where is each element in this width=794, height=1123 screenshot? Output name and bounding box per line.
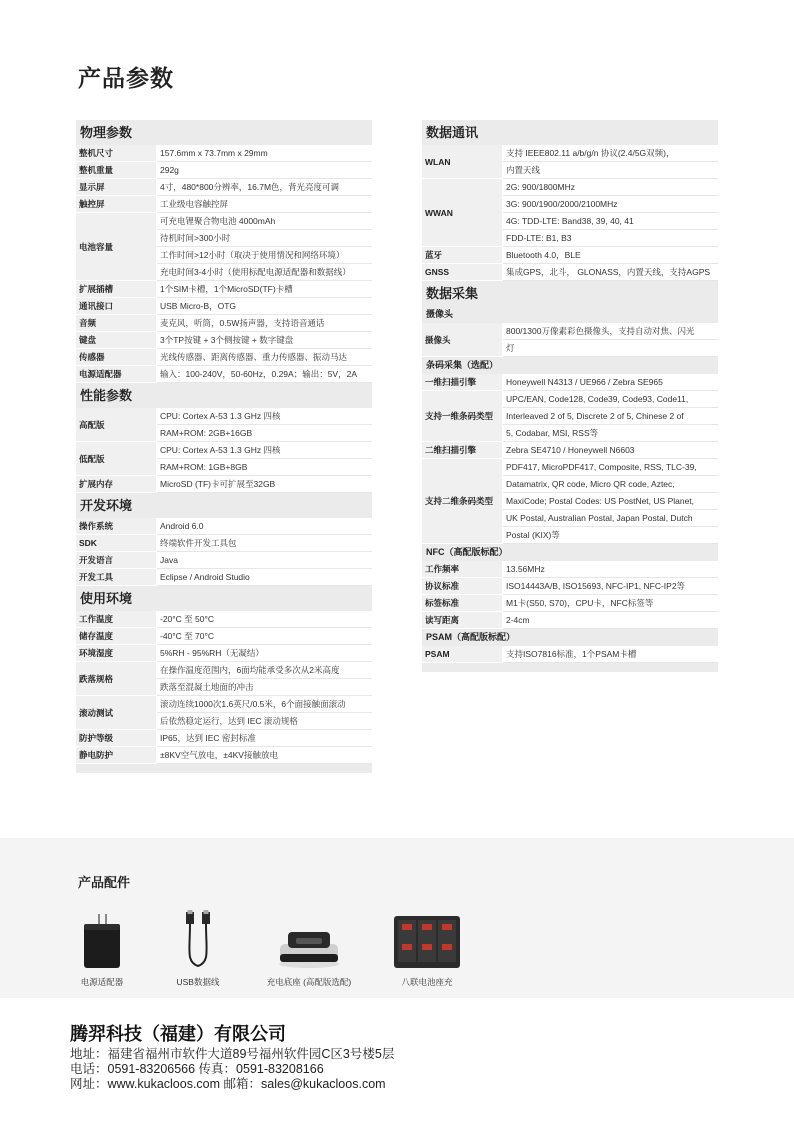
spec-row bbox=[76, 645, 372, 662]
spec-value: 终端软件开发工具包 bbox=[157, 535, 373, 552]
spec-value: Interleaved 2 of 5, Discrete 2 of 5, Chinese 2 of bbox=[503, 408, 719, 425]
spec-key: 防护等级 bbox=[76, 730, 157, 747]
spec-table bbox=[76, 145, 372, 383]
spec-row bbox=[76, 442, 372, 459]
accessory-battery-charger bbox=[377, 910, 477, 988]
spec-row bbox=[76, 332, 372, 349]
company-phone: 电话：0591-83206566 传真：0591-83208166 bbox=[70, 1062, 324, 1076]
spec-key: 标签标准 bbox=[422, 595, 503, 612]
spec-value: 后依然稳定运行，达到 IEC 滚动规格 bbox=[157, 713, 373, 730]
spec-value: -40°C 至 70°C bbox=[157, 628, 373, 645]
battery-charger-icon bbox=[392, 910, 462, 970]
spec-value: 5%RH - 95%RH（无凝结） bbox=[157, 645, 373, 662]
section-heading: 开发环境 bbox=[76, 493, 372, 518]
spec-key: WWAN bbox=[422, 179, 503, 247]
spec-row bbox=[76, 179, 372, 196]
spec-row bbox=[422, 442, 718, 459]
spec-row bbox=[76, 281, 372, 298]
spec-key: 通讯接口 bbox=[76, 298, 157, 315]
spec-row bbox=[76, 611, 372, 628]
spec-key: 高配版 bbox=[76, 408, 157, 442]
spec-table bbox=[422, 561, 718, 629]
spec-value: 工作时间>12小时（取决于使用情况和网络环境） bbox=[157, 247, 373, 264]
spec-row bbox=[76, 196, 372, 213]
company-name: 腾羿科技（福建）有限公司 bbox=[70, 1024, 286, 1044]
spec-value: 5, Codabar, MSI, RSS等 bbox=[503, 425, 719, 442]
spec-row bbox=[422, 561, 718, 578]
spec-key: 二维扫描引擎 bbox=[422, 442, 503, 459]
spec-row bbox=[76, 518, 372, 535]
spec-key: 扩展插槽 bbox=[76, 281, 157, 298]
spec-table bbox=[76, 408, 372, 493]
spec-key: 蓝牙 bbox=[422, 247, 503, 264]
spec-value: 光线传感器、距离传感器、重力传感器、振动马达 bbox=[157, 349, 373, 366]
spec-row bbox=[76, 162, 372, 179]
spec-table bbox=[422, 646, 718, 663]
accessory-label: USB数据线 bbox=[176, 977, 220, 987]
spec-row bbox=[76, 349, 372, 366]
spec-key: 显示屏 bbox=[76, 179, 157, 196]
spec-value: 292g bbox=[157, 162, 373, 179]
spec-row bbox=[76, 730, 372, 747]
page-title: 产品参数 bbox=[78, 65, 174, 91]
spec-row bbox=[422, 459, 718, 476]
section-heading: 数据采集 bbox=[422, 281, 718, 306]
accessory-label: 八联电池座充 bbox=[401, 977, 453, 987]
spec-table bbox=[76, 611, 372, 764]
spec-value: 800/1300万像素彩色摄像头，支持自动对焦、闪光 bbox=[503, 323, 719, 340]
spec-key: 整机重量 bbox=[76, 162, 157, 179]
spec-row bbox=[76, 315, 372, 332]
spec-value: 2-4cm bbox=[503, 612, 719, 629]
spec-value: PDF417, MicroPDF417, Composite, RSS, TLC-39, bbox=[503, 459, 719, 476]
spec-value: 跌落至混凝土地面的冲击 bbox=[157, 679, 373, 696]
spec-row bbox=[76, 145, 372, 162]
spec-key: 触控屏 bbox=[76, 196, 157, 213]
spec-value: 支持 IEEE802.11 a/b/g/n 协议(2.4/5G双频)， bbox=[503, 145, 719, 162]
spec-key: 整机尺寸 bbox=[76, 145, 157, 162]
spec-row bbox=[76, 747, 372, 764]
spec-table bbox=[76, 518, 372, 586]
spec-row bbox=[422, 595, 718, 612]
spec-key: 工作频率 bbox=[422, 561, 503, 578]
column-footer bbox=[76, 764, 372, 773]
spec-value: UPC/EAN, Code128, Code39, Code93, Code11, bbox=[503, 391, 719, 408]
spec-value: 输入：100-240V，50-60Hz，0.29A；输出：5V，2A bbox=[157, 366, 373, 383]
left-spec-column bbox=[76, 120, 372, 773]
spec-table bbox=[422, 323, 718, 357]
spec-value: Java bbox=[157, 552, 373, 569]
spec-value: Eclipse / Android Studio bbox=[157, 569, 373, 586]
spec-row bbox=[76, 552, 372, 569]
spec-value: MicroSD (TF)卡可扩展至32GB bbox=[157, 476, 373, 493]
spec-value: 13.56MHz bbox=[503, 561, 719, 578]
spec-row bbox=[76, 535, 372, 552]
spec-value: Datamatrix, QR code, Micro QR code, Aztec, bbox=[503, 476, 719, 493]
spec-row bbox=[76, 298, 372, 315]
spec-key: 操作系统 bbox=[76, 518, 157, 535]
spec-table bbox=[422, 145, 718, 281]
sub-section-heading: 条码采集（选配） bbox=[422, 357, 718, 374]
spec-value: 4寸，480*800分辨率，16.7M色，背光亮度可调 bbox=[157, 179, 373, 196]
accessory-usb-cable bbox=[148, 910, 248, 988]
spec-value: 在操作温度范围内，6面均能承受多次从2米高度 bbox=[157, 662, 373, 679]
spec-row bbox=[76, 213, 372, 230]
spec-row bbox=[76, 662, 372, 679]
spec-key: 读写距离 bbox=[422, 612, 503, 629]
spec-row bbox=[422, 374, 718, 391]
spec-key: 音频 bbox=[76, 315, 157, 332]
spec-value: 3G: 900/1900/2000/2100MHz bbox=[503, 196, 719, 213]
spec-key: GNSS bbox=[422, 264, 503, 281]
spec-value: ISO14443A/B, ISO15693, NFC-IP1, NFC-IP2等 bbox=[503, 578, 719, 595]
spec-value: 可充电锂聚合物电池 4000mAh bbox=[157, 213, 373, 230]
column-footer bbox=[422, 663, 718, 672]
spec-row bbox=[422, 391, 718, 408]
charging-dock-icon bbox=[274, 910, 344, 970]
spec-table bbox=[422, 374, 718, 544]
spec-key: 支持一维条码类型 bbox=[422, 391, 503, 442]
spec-key: 扩展内存 bbox=[76, 476, 157, 493]
spec-value: 滚动连续1000次1.6英尺/0.5米，6个面接触面滚动 bbox=[157, 696, 373, 713]
section-heading: 物理参数 bbox=[76, 120, 372, 145]
spec-key: WLAN bbox=[422, 145, 503, 179]
spec-key: 跌落规格 bbox=[76, 662, 157, 696]
power-adapter-icon bbox=[72, 910, 132, 970]
spec-value: 1个SIM卡槽，1个MicroSD(TF)卡槽 bbox=[157, 281, 373, 298]
spec-row bbox=[422, 578, 718, 595]
spec-key: PSAM bbox=[422, 646, 503, 663]
spec-value: Honeywell N4313 / UE966 / Zebra SE965 bbox=[503, 374, 719, 391]
spec-key: 储存温度 bbox=[76, 628, 157, 645]
sub-section-heading: PSAM（高配版标配） bbox=[422, 629, 718, 646]
spec-value: CPU: Cortex A-53 1.3 GHz 四核 bbox=[157, 442, 373, 459]
spec-value: UK Postal, Australian Postal, Japan Postal, Dutch bbox=[503, 510, 719, 527]
spec-value: M1卡(S50, S70)，CPU卡，NFC标签等 bbox=[503, 595, 719, 612]
spec-value: RAM+ROM: 2GB+16GB bbox=[157, 425, 373, 442]
spec-key: 低配版 bbox=[76, 442, 157, 476]
company-web: 网址：www.kukacloos.com 邮箱：sales@kukacloos.com bbox=[70, 1077, 386, 1091]
accessory-label: 电源适配器 bbox=[80, 977, 124, 987]
spec-value: 内置天线 bbox=[503, 162, 719, 179]
spec-key: 环境湿度 bbox=[76, 645, 157, 662]
usb-cable-icon bbox=[168, 910, 228, 970]
spec-value: IP65，达到 IEC 密封标准 bbox=[157, 730, 373, 747]
section-heading: 性能参数 bbox=[76, 383, 372, 408]
accessory-label: 充电底座 (高配版选配) bbox=[266, 977, 352, 987]
spec-value: Zebra SE4710 / Honeywell N6603 bbox=[503, 442, 719, 459]
spec-key: 电源适配器 bbox=[76, 366, 157, 383]
sub-section-heading: 摄像头 bbox=[422, 306, 718, 323]
company-address: 地址：福建省福州市软件大道89号福州软件园C区3号楼5层 bbox=[70, 1047, 395, 1061]
spec-key: 协议标准 bbox=[422, 578, 503, 595]
accessories-title: 产品配件 bbox=[78, 875, 131, 890]
spec-row bbox=[76, 408, 372, 425]
spec-key: 静电防护 bbox=[76, 747, 157, 764]
sub-section-heading: NFC（高配版标配） bbox=[422, 544, 718, 561]
spec-row bbox=[76, 696, 372, 713]
spec-row bbox=[422, 646, 718, 663]
spec-row bbox=[76, 476, 372, 493]
spec-value: ±8KV空气放电，±4KV接触放电 bbox=[157, 747, 373, 764]
spec-key: 摄像头 bbox=[422, 323, 503, 357]
spec-value: FDD-LTE: B1, B3 bbox=[503, 230, 719, 247]
spec-value: 2G: 900/1800MHz bbox=[503, 179, 719, 196]
spec-value: 集成GPS，北斗， GLONASS，内置天线，支持AGPS bbox=[503, 264, 719, 281]
spec-value: 待机时间>300小时 bbox=[157, 230, 373, 247]
spec-value: Postal (KIX)等 bbox=[503, 527, 719, 544]
spec-key: 支持二维条码类型 bbox=[422, 459, 503, 544]
spec-row bbox=[422, 145, 718, 162]
spec-row bbox=[76, 628, 372, 645]
spec-row bbox=[76, 366, 372, 383]
spec-value: 麦克风，听筒，0.5W扬声器，支持语音通话 bbox=[157, 315, 373, 332]
spec-key: 滚动测试 bbox=[76, 696, 157, 730]
accessory-charging-dock bbox=[259, 910, 359, 988]
spec-key: SDK bbox=[76, 535, 157, 552]
spec-value: 支持ISO7816标准，1个PSAM卡槽 bbox=[503, 646, 719, 663]
spec-row bbox=[422, 247, 718, 264]
spec-row bbox=[422, 612, 718, 629]
spec-key: 传感器 bbox=[76, 349, 157, 366]
spec-value: 3个TP按键 + 3个侧按键 + 数字键盘 bbox=[157, 332, 373, 349]
accessory-power-adapter bbox=[52, 910, 152, 988]
spec-value: MaxiCode; Postal Codes: US PostNet, US Planet, bbox=[503, 493, 719, 510]
spec-row bbox=[422, 323, 718, 340]
spec-value: 灯 bbox=[503, 340, 719, 357]
spec-value: Android 6.0 bbox=[157, 518, 373, 535]
spec-key: 一维扫描引擎 bbox=[422, 374, 503, 391]
spec-value: 157.6mm x 73.7mm x 29mm bbox=[157, 145, 373, 162]
section-heading: 使用环境 bbox=[76, 586, 372, 611]
spec-value: Bluetooth 4.0，BLE bbox=[503, 247, 719, 264]
spec-value: 充电时间3-4小时（使用标配电源适配器和数据线） bbox=[157, 264, 373, 281]
spec-value: CPU: Cortex A-53 1.3 GHz 四核 bbox=[157, 408, 373, 425]
spec-row bbox=[422, 264, 718, 281]
spec-value: RAM+ROM: 1GB+8GB bbox=[157, 459, 373, 476]
spec-row bbox=[76, 569, 372, 586]
right-spec-column bbox=[422, 120, 718, 672]
spec-key: 开发语言 bbox=[76, 552, 157, 569]
section-heading: 数据通讯 bbox=[422, 120, 718, 145]
spec-key: 键盘 bbox=[76, 332, 157, 349]
spec-value: -20°C 至 50°C bbox=[157, 611, 373, 628]
spec-value: 工业级电容触控屏 bbox=[157, 196, 373, 213]
spec-value: 4G: TDD-LTE: Band38, 39, 40, 41 bbox=[503, 213, 719, 230]
spec-value: USB Micro-B，OTG bbox=[157, 298, 373, 315]
spec-key: 开发工具 bbox=[76, 569, 157, 586]
spec-key: 工作温度 bbox=[76, 611, 157, 628]
spec-row bbox=[422, 179, 718, 196]
spec-key: 电池容量 bbox=[76, 213, 157, 281]
